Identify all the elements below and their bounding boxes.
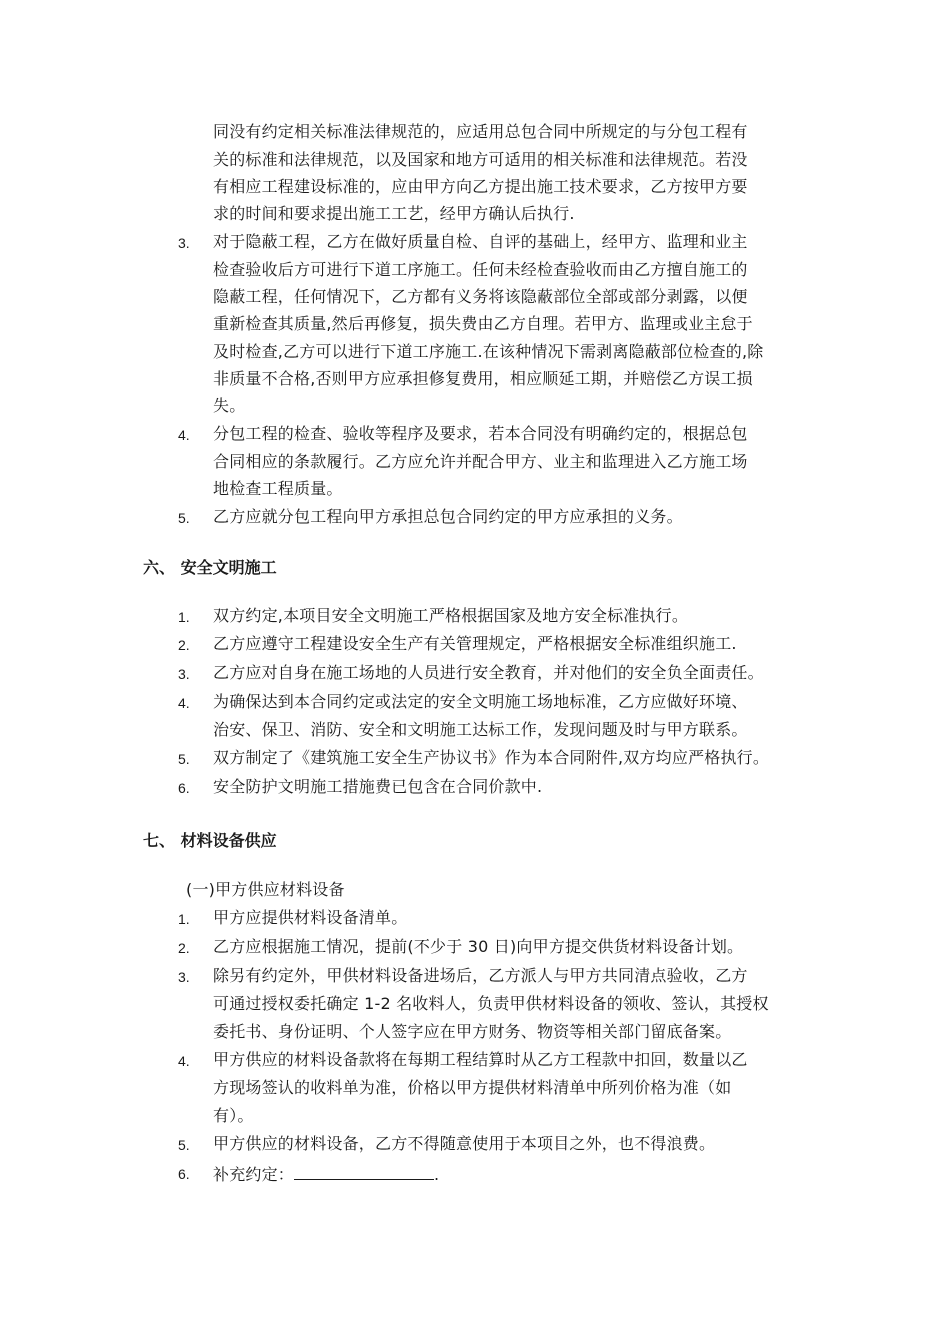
paragraph-line: 有相应工程建设标准的，应由甲方向乙方提出施工技术要求，乙方按甲方要 [213,177,748,196]
list-item-line: 为确保达到本合同约定或法定的安全文明施工场地标准，乙方应做好环境、 [213,692,748,711]
list-item-line: 乙方应对自身在施工场地的人员进行安全教育，并对他们的安全负全面责任。 [213,663,764,682]
paragraph-line: 同没有约定相关标准法律规范的，应适用总包合同中所规定的与分包工程有 [213,122,748,141]
section-heading: 七、 材料设备供应 [143,831,277,850]
blank-fill-line[interactable] [294,1163,434,1180]
list-item-line: 及时检查,乙方可以进行下道工序施工.在该种情况下需剥离隐蔽部位检查的,除 [213,342,764,361]
list-item-line: 乙方应就分包工程向甲方承担总包合同约定的甲方应承担的义务。 [213,507,683,526]
list-item-line: 检查验收后方可进行下道工序施工。任何未经检查验收而由乙方擅自施工的 [213,260,748,279]
supplement-line [213,1163,439,1185]
list-item-line: 分包工程的检查、验收等程序及要求，若本合同没有明确约定的，根据总包 [213,424,748,443]
list-number: 5. [178,510,190,526]
list-number: 1. [178,911,190,927]
supplement-end: . [434,1165,440,1184]
list-item-line: 对于隐蔽工程，乙方在做好质量自检、自评的基础上，经甲方、监理和业主 [213,232,748,251]
subsection-heading: (一)甲方供应材料设备 [186,880,345,899]
list-item-line: 安全防护文明施工措施费已包含在合同价款中. [213,777,543,796]
list-item-line: 治安、保卫、消防、安全和文明施工达标工作，发现问题及时与甲方联系。 [213,720,748,739]
list-number: 6. [178,1166,190,1182]
list-number: 3. [178,235,190,251]
list-number: 4. [178,427,190,443]
paragraph-line: 求的时间和要求提出施工工艺，经甲方确认后执行. [213,204,575,223]
list-number: 6. [178,780,190,796]
list-item-line: 有）。 [213,1106,254,1125]
list-item-line: 失。 [213,396,246,415]
list-item-line: 合同相应的条款履行。乙方应允许并配合甲方、业主和监理进入乙方施工场 [213,452,748,471]
list-item-line: 甲方供应的材料设备，乙方不得随意使用于本项目之外，也不得浪费。 [213,1134,716,1153]
list-item-line: 重新检查其质量,然后再修复，损失费由乙方自理。若甲方、监理或业主怠于 [213,314,753,333]
list-item-line: 双方约定,本项目安全文明施工严格根据国家及地方安全标准执行。 [213,606,689,625]
section-heading: 六、 安全文明施工 [143,558,277,577]
list-item-line: 非质量不合格,否则甲方应承担修复费用，相应顺延工期，并赔偿乙方误工损 [213,369,753,388]
list-number: 5. [178,1137,190,1153]
list-item-line: 甲方供应的材料设备款将在每期工程结算时从乙方工程款中扣回，数量以乙 [213,1050,748,1069]
list-item-line: 除另有约定外，甲供材料设备进场后，乙方派人与甲方共同清点验收，乙方 [213,966,748,985]
list-number: 4. [178,695,190,711]
list-number: 3. [178,969,190,985]
supplement-label: 补充约定： [213,1165,295,1184]
list-item-line: 乙方应遵守工程建设安全生产有关管理规定，严格根据安全标准组织施工. [213,634,737,653]
list-number: 3. [178,666,190,682]
list-item-line: 地检查工程质量。 [213,479,343,498]
list-number: 2. [178,637,190,653]
list-item-line: 委托书、身份证明、个人签字应在甲方财务、物资等相关部门留底备案。 [213,1022,732,1041]
list-number: 1. [178,609,190,625]
list-item-line: 隐蔽工程，任何情况下，乙方都有义务将该隐蔽部位全部或部分剥露，以便 [213,287,748,306]
list-item-line: 乙方应根据施工情况，提前(不少于 30 日)向甲方提交供货材料设备计划。 [213,937,744,956]
paragraph-line: 关的标准和法律规范，以及国家和地方可适用的相关标准和法律规范。若没 [213,150,748,169]
list-number: 4. [178,1053,190,1069]
list-item-line: 甲方应提供材料设备清单。 [213,908,408,927]
list-number: 5. [178,751,190,767]
list-item-line: 双方制定了《建筑施工安全生产协议书》作为本合同附件,双方均应严格执行。 [213,748,770,767]
list-item-line: 方现场签认的收料单为准，价格以甲方提供材料清单中所列价格为准（如 [213,1078,732,1097]
list-item-line: 可通过授权委托确定 1-2 名收料人，负责甲供材料设备的领收、签认，其授权 [213,994,769,1013]
list-number: 2. [178,940,190,956]
